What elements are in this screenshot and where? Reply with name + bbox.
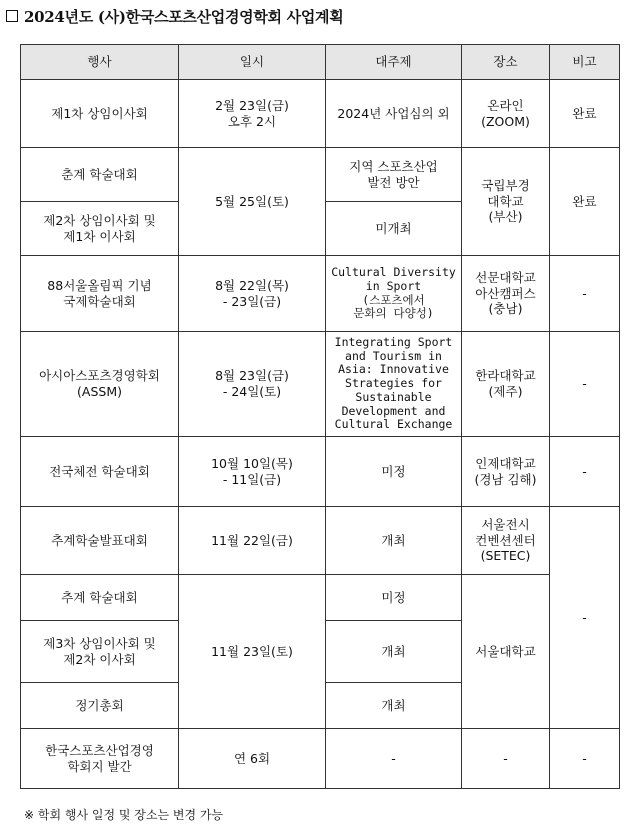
date-cell: 8월 22일(목) - 23일(금) [179, 256, 326, 332]
theme-cell: 지역 스포츠산업 발전 방안 [326, 148, 462, 202]
event-cell: 제3차 상임이사회 및 제2차 이사회 [21, 621, 179, 683]
event-cell: 춘계 학술대회 [21, 148, 179, 202]
venue-cell: 서울전시 컨벤션센터 (SETEC) [462, 507, 550, 575]
theme-cell: 미정 [326, 575, 462, 621]
date-cell: 11월 23일(토) [179, 575, 326, 729]
event-cell: 정기총회 [21, 683, 179, 729]
date-cell: 5월 25일(토) [179, 148, 326, 256]
header-venue: 장소 [462, 45, 550, 80]
theme-cell: 미정 [326, 437, 462, 507]
table-row [21, 148, 620, 202]
remark-cell: - [550, 507, 620, 729]
theme-cell: 미개최 [326, 202, 462, 256]
event-cell: 추계학술발표대회 [21, 507, 179, 575]
title-text: 2024년도 (사)한국스포츠산업경영학회 사업계획 [24, 8, 344, 26]
remark-cell: - [550, 437, 620, 507]
document-title [6, 6, 343, 27]
remark-cell: - [550, 332, 620, 437]
event-cell: 전국체전 학술대회 [21, 437, 179, 507]
theme-cell: - [326, 729, 462, 789]
date-cell: 11월 22일(금) [179, 507, 326, 575]
venue-cell: 서울대학교 [462, 575, 550, 729]
remark-cell: 완료 [550, 148, 620, 256]
venue-cell: 인제대학교 (경남 김해) [462, 437, 550, 507]
business-plan-table [20, 44, 620, 789]
event-cell: 한국스포츠산업경영 학회지 발간 [21, 729, 179, 789]
table-row [21, 80, 620, 148]
venue-cell: 온라인 (ZOOM) [462, 80, 550, 148]
schedule-note: ※ 학회 행사 일정 및 장소는 변경 가능 [24, 808, 224, 822]
header-remark: 비고 [550, 45, 620, 80]
table-row [21, 507, 620, 575]
table-row [21, 575, 620, 621]
venue-cell: 국립부경 대학교 (부산) [462, 148, 550, 256]
theme-cell: 2024년 사업심의 외 [326, 80, 462, 148]
table-row [21, 437, 620, 507]
venue-cell: 선문대학교 아산캠퍼스 (충남) [462, 256, 550, 332]
event-cell: 추계 학술대회 [21, 575, 179, 621]
header-date: 일시 [179, 45, 326, 80]
table-row [21, 729, 620, 789]
date-cell: 연 6회 [179, 729, 326, 789]
event-cell: 제2차 상임이사회 및 제1차 이사회 [21, 202, 179, 256]
date-cell: 10월 10일(목) - 11일(금) [179, 437, 326, 507]
table-header-row [21, 45, 620, 80]
theme-cell: Integrating Sport and Tourism in Asia: Innovative Strategies for Sustainable Development and Cultural Exchange [326, 332, 462, 437]
remark-cell: - [550, 729, 620, 789]
event-cell: 88서울올림픽 기념 국제학술대회 [21, 256, 179, 332]
date-cell: 2월 23일(금) 오후 2시 [179, 80, 326, 148]
table-row [21, 256, 620, 332]
venue-cell: 한라대학교 (제주) [462, 332, 550, 437]
theme-cell: 개최 [326, 507, 462, 575]
header-event: 행사 [21, 45, 179, 80]
remark-cell: - [550, 256, 620, 332]
table-row [21, 332, 620, 437]
checkbox-square-icon [6, 10, 18, 22]
date-cell: 8월 23일(금) - 24일(토) [179, 332, 326, 437]
venue-cell: - [462, 729, 550, 789]
event-cell: 아시아스포츠경영학회 (ASSM) [21, 332, 179, 437]
event-cell: 제1차 상임이사회 [21, 80, 179, 148]
theme-cell: 개최 [326, 621, 462, 683]
header-theme: 대주제 [326, 45, 462, 80]
remark-cell: 완료 [550, 80, 620, 148]
theme-cell: Cultural Diversity in Sport (스포츠에서 문화의 다양성) [326, 256, 462, 332]
theme-cell: 개최 [326, 683, 462, 729]
